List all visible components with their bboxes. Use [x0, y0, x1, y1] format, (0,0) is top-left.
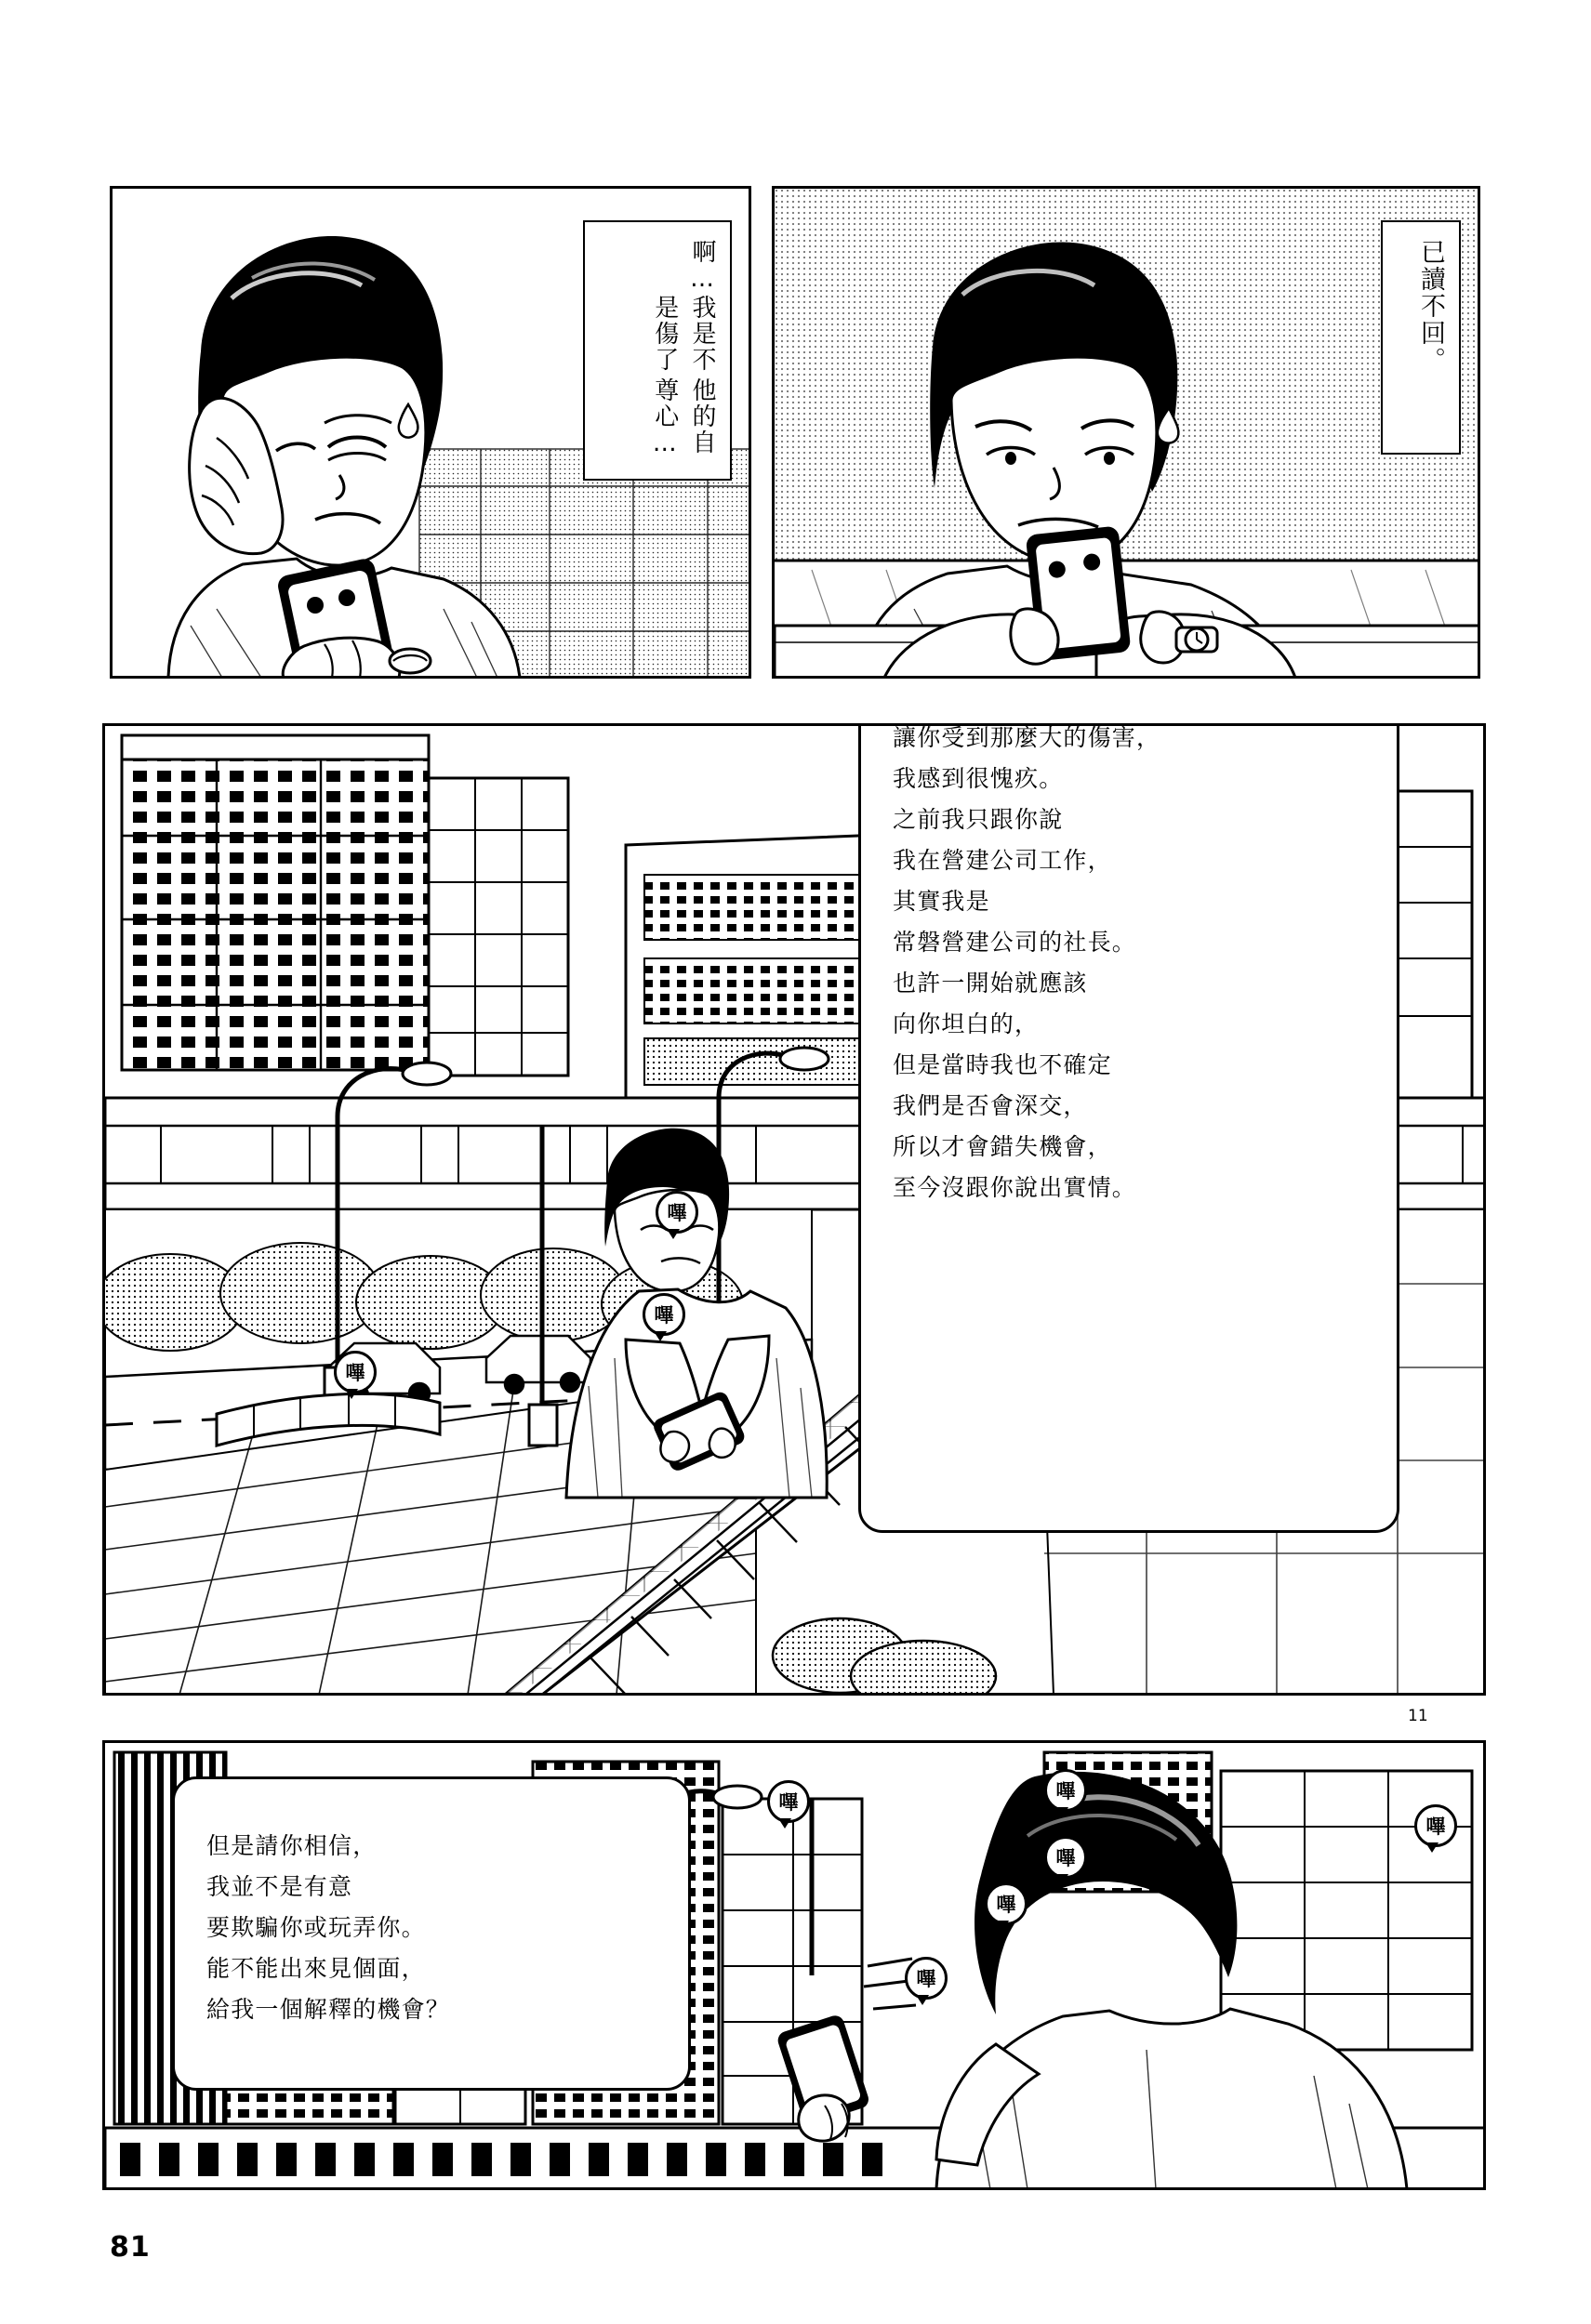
message-line: 其實我是: [893, 888, 990, 915]
buzz-balloon: [1044, 1769, 1087, 1812]
message-line: 讓你受到那麼大的傷害，: [893, 724, 1161, 751]
buzz-label: 嗶: [667, 1202, 687, 1224]
buzz-label: 嗶: [1055, 1847, 1076, 1869]
buzz-label: 嗶: [654, 1304, 674, 1327]
buzz-balloon: [334, 1351, 377, 1393]
message-line: 要欺騙你或玩弄你。: [206, 1914, 426, 1941]
message-line: 之前我只跟你說: [893, 806, 1064, 833]
panel-bottom: [102, 1740, 1486, 2190]
message-line: 也許一開始就應該: [893, 970, 1088, 997]
message-line: 給我一個解釋的機會？: [206, 1996, 451, 2023]
page-number: 81: [110, 2231, 151, 2264]
buzz-label: 嗶: [1055, 1780, 1076, 1802]
message-line: 所以才會錯失機會，: [893, 1133, 1112, 1160]
panel-middle-cityscape: [102, 723, 1486, 1696]
caption-line: 已讀不回。: [1416, 239, 1445, 374]
caption-panel-1: [583, 220, 732, 481]
message-line: 至今沒跟你說出實情。: [893, 1174, 1137, 1201]
buzz-balloon: [1414, 1804, 1457, 1847]
buzz-label: 嗶: [1425, 1816, 1446, 1838]
buzz-label: 嗶: [916, 1968, 936, 1990]
buzz-balloon: [985, 1882, 1028, 1925]
message-balloon-panel-4: [172, 1776, 691, 2091]
buzz-balloon: [1044, 1836, 1087, 1879]
caption-line: 他的自尊心…: [650, 376, 716, 459]
panel-top-left: [110, 186, 751, 679]
message-line: 但是請你相信，: [206, 1832, 378, 1859]
message-line: 但是當時我也不確定: [893, 1051, 1112, 1078]
caption-panel-2: [1381, 220, 1461, 455]
buzz-label: 嗶: [778, 1791, 799, 1814]
message-line: 我們是否會深交，: [893, 1092, 1088, 1119]
panel-2-artwork: [775, 189, 1479, 678]
message-balloon-panel-3: [858, 723, 1399, 1533]
message-line: 我感到很愧疚。: [893, 765, 1064, 792]
message-line: 我在營建公司工作，: [893, 847, 1112, 874]
buzz-balloon: [656, 1191, 698, 1234]
message-line: 我並不是有意: [206, 1873, 353, 1900]
message-line: 能不能出來見個面，: [206, 1955, 426, 1982]
buzz-balloon: [905, 1957, 948, 2000]
message-line: 常磐營建公司的社長。: [893, 929, 1137, 956]
panel-top-right: [772, 186, 1480, 679]
caption-line: 啊…: [688, 239, 716, 295]
buzz-balloon: [767, 1780, 810, 1823]
buzz-label: 嗶: [345, 1362, 365, 1384]
message-line: 向你坦白的，: [893, 1010, 1040, 1037]
side-mark: 11: [1408, 1707, 1428, 1725]
buzz-label: 嗶: [996, 1894, 1016, 1916]
buzz-balloon: [643, 1293, 685, 1336]
caption-line: 我是不是傷了: [650, 295, 716, 373]
